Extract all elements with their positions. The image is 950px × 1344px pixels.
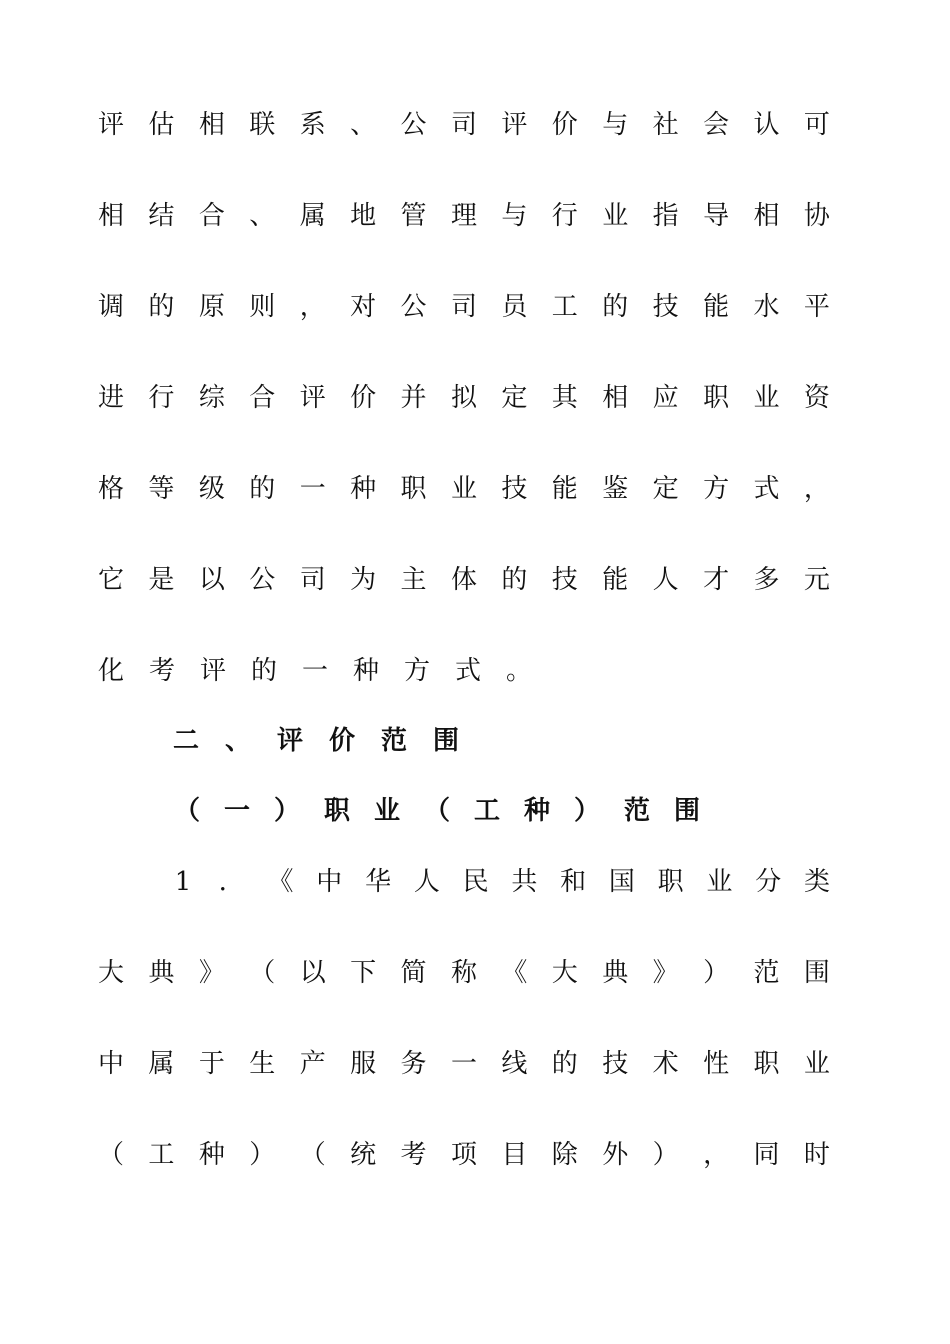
text-glyph: 称	[450, 958, 477, 988]
paragraph-line-1	[98, 105, 830, 145]
text-glyph: 评	[276, 726, 303, 756]
text-glyph: 格	[98, 474, 125, 504]
text-glyph: 工	[148, 1140, 175, 1170]
text-glyph: 司	[450, 292, 477, 322]
text-glyph: 共	[511, 867, 538, 897]
text-glyph: 外	[602, 1140, 629, 1170]
text-glyph: 方	[404, 656, 431, 686]
text-glyph: 种	[350, 474, 377, 504]
text-glyph: 典	[602, 958, 629, 988]
text-glyph: 的	[501, 565, 528, 595]
paragraph-line-5	[98, 469, 830, 509]
text-glyph: 、	[249, 201, 276, 231]
text-glyph: （	[174, 796, 201, 826]
text-glyph: ，	[703, 1140, 730, 1170]
text-glyph: 公	[400, 292, 427, 322]
text-glyph: 会	[703, 110, 730, 140]
text-glyph: 多	[753, 565, 780, 595]
text-glyph: 1	[174, 867, 192, 897]
text-glyph: 工	[474, 796, 501, 826]
text-glyph: 目	[501, 1140, 528, 1170]
text-glyph: 职	[703, 383, 730, 413]
text-glyph: 类	[803, 867, 830, 897]
text-glyph: ，	[299, 292, 326, 322]
text-glyph: 合	[198, 201, 225, 231]
text-glyph: 》	[652, 958, 679, 988]
section-heading	[172, 721, 460, 761]
text-glyph: 方	[703, 474, 730, 504]
text-glyph: 种	[198, 1140, 225, 1170]
text-glyph: 调	[98, 292, 125, 322]
text-glyph: ）	[652, 1140, 679, 1170]
text-glyph: ，	[803, 474, 830, 504]
text-glyph: 职	[400, 474, 427, 504]
text-glyph: 社	[652, 110, 679, 140]
text-glyph: 则	[249, 292, 276, 322]
text-glyph: 地	[350, 201, 377, 231]
text-glyph: 评	[501, 110, 528, 140]
text-glyph: 等	[148, 474, 175, 504]
text-glyph: 定	[652, 474, 679, 504]
text-glyph: 和	[560, 867, 587, 897]
text-glyph: 统	[350, 1140, 377, 1170]
text-glyph: 相	[753, 201, 780, 231]
text-glyph: 中	[98, 1049, 125, 1079]
text-glyph: 业	[803, 1049, 830, 1079]
text-glyph: 主	[400, 565, 427, 595]
text-glyph: 业	[706, 867, 733, 897]
text-glyph: 务	[400, 1049, 427, 1079]
text-glyph: 其	[551, 383, 578, 413]
text-glyph: 协	[803, 201, 830, 231]
text-glyph: 技	[652, 292, 679, 322]
text-glyph: 工	[551, 292, 578, 322]
text-glyph: 。	[506, 656, 533, 686]
text-glyph: ）	[574, 796, 601, 826]
text-glyph: 并	[400, 383, 427, 413]
text-glyph: 平	[803, 292, 830, 322]
item-line-2	[98, 953, 830, 993]
text-glyph: ．	[218, 867, 245, 897]
text-glyph: 是	[148, 565, 175, 595]
text-glyph: 国	[608, 867, 635, 897]
text-glyph: 能	[703, 292, 730, 322]
text-glyph: 它	[98, 565, 125, 595]
paragraph-line-6	[98, 560, 830, 600]
text-glyph: 考	[149, 656, 176, 686]
text-glyph: 对	[350, 292, 377, 322]
text-glyph: 范	[624, 796, 651, 826]
item-line-3	[98, 1044, 830, 1084]
text-glyph: 才	[703, 565, 730, 595]
text-glyph: 下	[350, 958, 377, 988]
text-glyph: 合	[249, 383, 276, 413]
text-glyph: 属	[148, 1049, 175, 1079]
text-glyph: 行	[148, 383, 175, 413]
text-glyph: 行	[551, 201, 578, 231]
text-glyph: 认	[753, 110, 780, 140]
text-glyph: 司	[450, 110, 477, 140]
text-glyph: ）	[274, 796, 301, 826]
text-glyph: 简	[400, 958, 427, 988]
text-glyph: 种	[524, 796, 551, 826]
text-glyph: 时	[803, 1140, 830, 1170]
text-glyph: 价	[551, 110, 578, 140]
text-glyph: 拟	[450, 383, 477, 413]
text-glyph: 人	[413, 867, 440, 897]
text-glyph: 公	[400, 110, 427, 140]
text-glyph: 的	[251, 656, 278, 686]
paragraph-line-7	[98, 651, 830, 691]
text-glyph: 围	[674, 796, 701, 826]
text-glyph: ）	[703, 958, 730, 988]
text-glyph: （	[424, 796, 451, 826]
text-glyph: 导	[703, 201, 730, 231]
text-glyph: 司	[299, 565, 326, 595]
paragraph-line-3	[98, 287, 830, 327]
text-glyph: 、	[350, 110, 377, 140]
text-glyph: 结	[148, 201, 175, 231]
text-glyph: 业	[374, 796, 401, 826]
paragraph-line-2	[98, 196, 830, 236]
text-glyph: 一	[224, 796, 251, 826]
text-glyph: 生	[249, 1049, 276, 1079]
text-glyph: 《	[501, 958, 528, 988]
text-glyph: 公	[249, 565, 276, 595]
text-glyph: 属	[299, 201, 326, 231]
text-glyph: 业	[450, 474, 477, 504]
text-glyph: 技	[602, 1049, 629, 1079]
text-glyph: 范	[753, 958, 780, 988]
text-glyph: 相	[98, 201, 125, 231]
text-glyph: 定	[501, 383, 528, 413]
text-glyph: 管	[400, 201, 427, 231]
text-glyph: 种	[353, 656, 380, 686]
text-glyph: 职	[324, 796, 351, 826]
text-glyph: 员	[501, 292, 528, 322]
text-glyph: （	[299, 1140, 326, 1170]
text-glyph: 指	[652, 201, 679, 231]
text-glyph: 的	[148, 292, 175, 322]
text-glyph: 技	[501, 474, 528, 504]
text-glyph: 与	[602, 110, 629, 140]
text-glyph: 评	[299, 383, 326, 413]
text-glyph: 能	[602, 565, 629, 595]
text-glyph: 相	[198, 110, 225, 140]
text-glyph: ）	[249, 1140, 276, 1170]
text-glyph: 二	[172, 726, 199, 756]
text-glyph: 理	[450, 201, 477, 231]
text-glyph: 线	[501, 1049, 528, 1079]
text-glyph: 的	[249, 474, 276, 504]
text-glyph: 围	[803, 958, 830, 988]
text-glyph: 价	[328, 726, 355, 756]
text-glyph: （	[249, 958, 276, 988]
text-glyph: 评	[200, 656, 227, 686]
text-glyph: 体	[450, 565, 477, 595]
text-glyph: 产	[299, 1049, 326, 1079]
text-glyph: 一	[302, 656, 329, 686]
text-glyph: 价	[350, 383, 377, 413]
text-glyph: 进	[98, 383, 125, 413]
text-glyph: 一	[450, 1049, 477, 1079]
text-glyph: 化	[98, 656, 125, 686]
text-glyph: 于	[198, 1049, 225, 1079]
text-glyph: 的	[602, 292, 629, 322]
text-glyph: 评	[98, 110, 125, 140]
text-glyph: 元	[803, 565, 830, 595]
text-glyph: 式	[753, 474, 780, 504]
paragraph-line-4	[98, 378, 830, 418]
text-glyph: 《	[267, 867, 294, 897]
text-glyph: 业	[753, 383, 780, 413]
text-glyph: 一	[299, 474, 326, 504]
text-glyph: 综	[198, 383, 225, 413]
item-line-4	[98, 1135, 830, 1175]
text-glyph: 性	[703, 1049, 730, 1079]
text-glyph: 鉴	[602, 474, 629, 504]
text-glyph: 应	[652, 383, 679, 413]
text-glyph: 术	[652, 1049, 679, 1079]
text-glyph: 分	[755, 867, 782, 897]
text-glyph: 职	[657, 867, 684, 897]
text-glyph: 系	[299, 110, 326, 140]
text-glyph: 中	[316, 867, 343, 897]
text-glyph: 与	[501, 201, 528, 231]
text-glyph: 业	[602, 201, 629, 231]
text-glyph: 水	[753, 292, 780, 322]
text-glyph: 大	[551, 958, 578, 988]
text-glyph: 围	[432, 726, 459, 756]
text-glyph: 式	[455, 656, 482, 686]
text-glyph: 同	[753, 1140, 780, 1170]
text-glyph: 职	[753, 1049, 780, 1079]
text-glyph: （	[98, 1140, 125, 1170]
text-glyph: 服	[350, 1049, 377, 1079]
text-glyph: 可	[803, 110, 830, 140]
text-glyph: 原	[198, 292, 225, 322]
text-glyph: 范	[380, 726, 407, 756]
text-glyph: 民	[462, 867, 489, 897]
text-glyph: 的	[551, 1049, 578, 1079]
text-glyph: 项	[450, 1140, 477, 1170]
text-glyph: 相	[602, 383, 629, 413]
text-glyph: 》	[198, 958, 225, 988]
text-glyph: 资	[803, 383, 830, 413]
item-line-1	[170, 862, 830, 902]
text-glyph: 华	[365, 867, 392, 897]
text-glyph: 估	[148, 110, 175, 140]
text-glyph: 联	[249, 110, 276, 140]
text-glyph: 以	[198, 565, 225, 595]
text-glyph: 人	[652, 565, 679, 595]
text-glyph: 能	[551, 474, 578, 504]
subsection-heading	[174, 791, 700, 831]
text-glyph: 、	[224, 726, 251, 756]
text-glyph: 考	[400, 1140, 427, 1170]
text-glyph: 除	[551, 1140, 578, 1170]
text-glyph: 大	[98, 958, 125, 988]
text-glyph: 级	[198, 474, 225, 504]
text-glyph: 以	[299, 958, 326, 988]
text-glyph: 为	[350, 565, 377, 595]
text-glyph: 典	[148, 958, 175, 988]
text-glyph: 技	[551, 565, 578, 595]
